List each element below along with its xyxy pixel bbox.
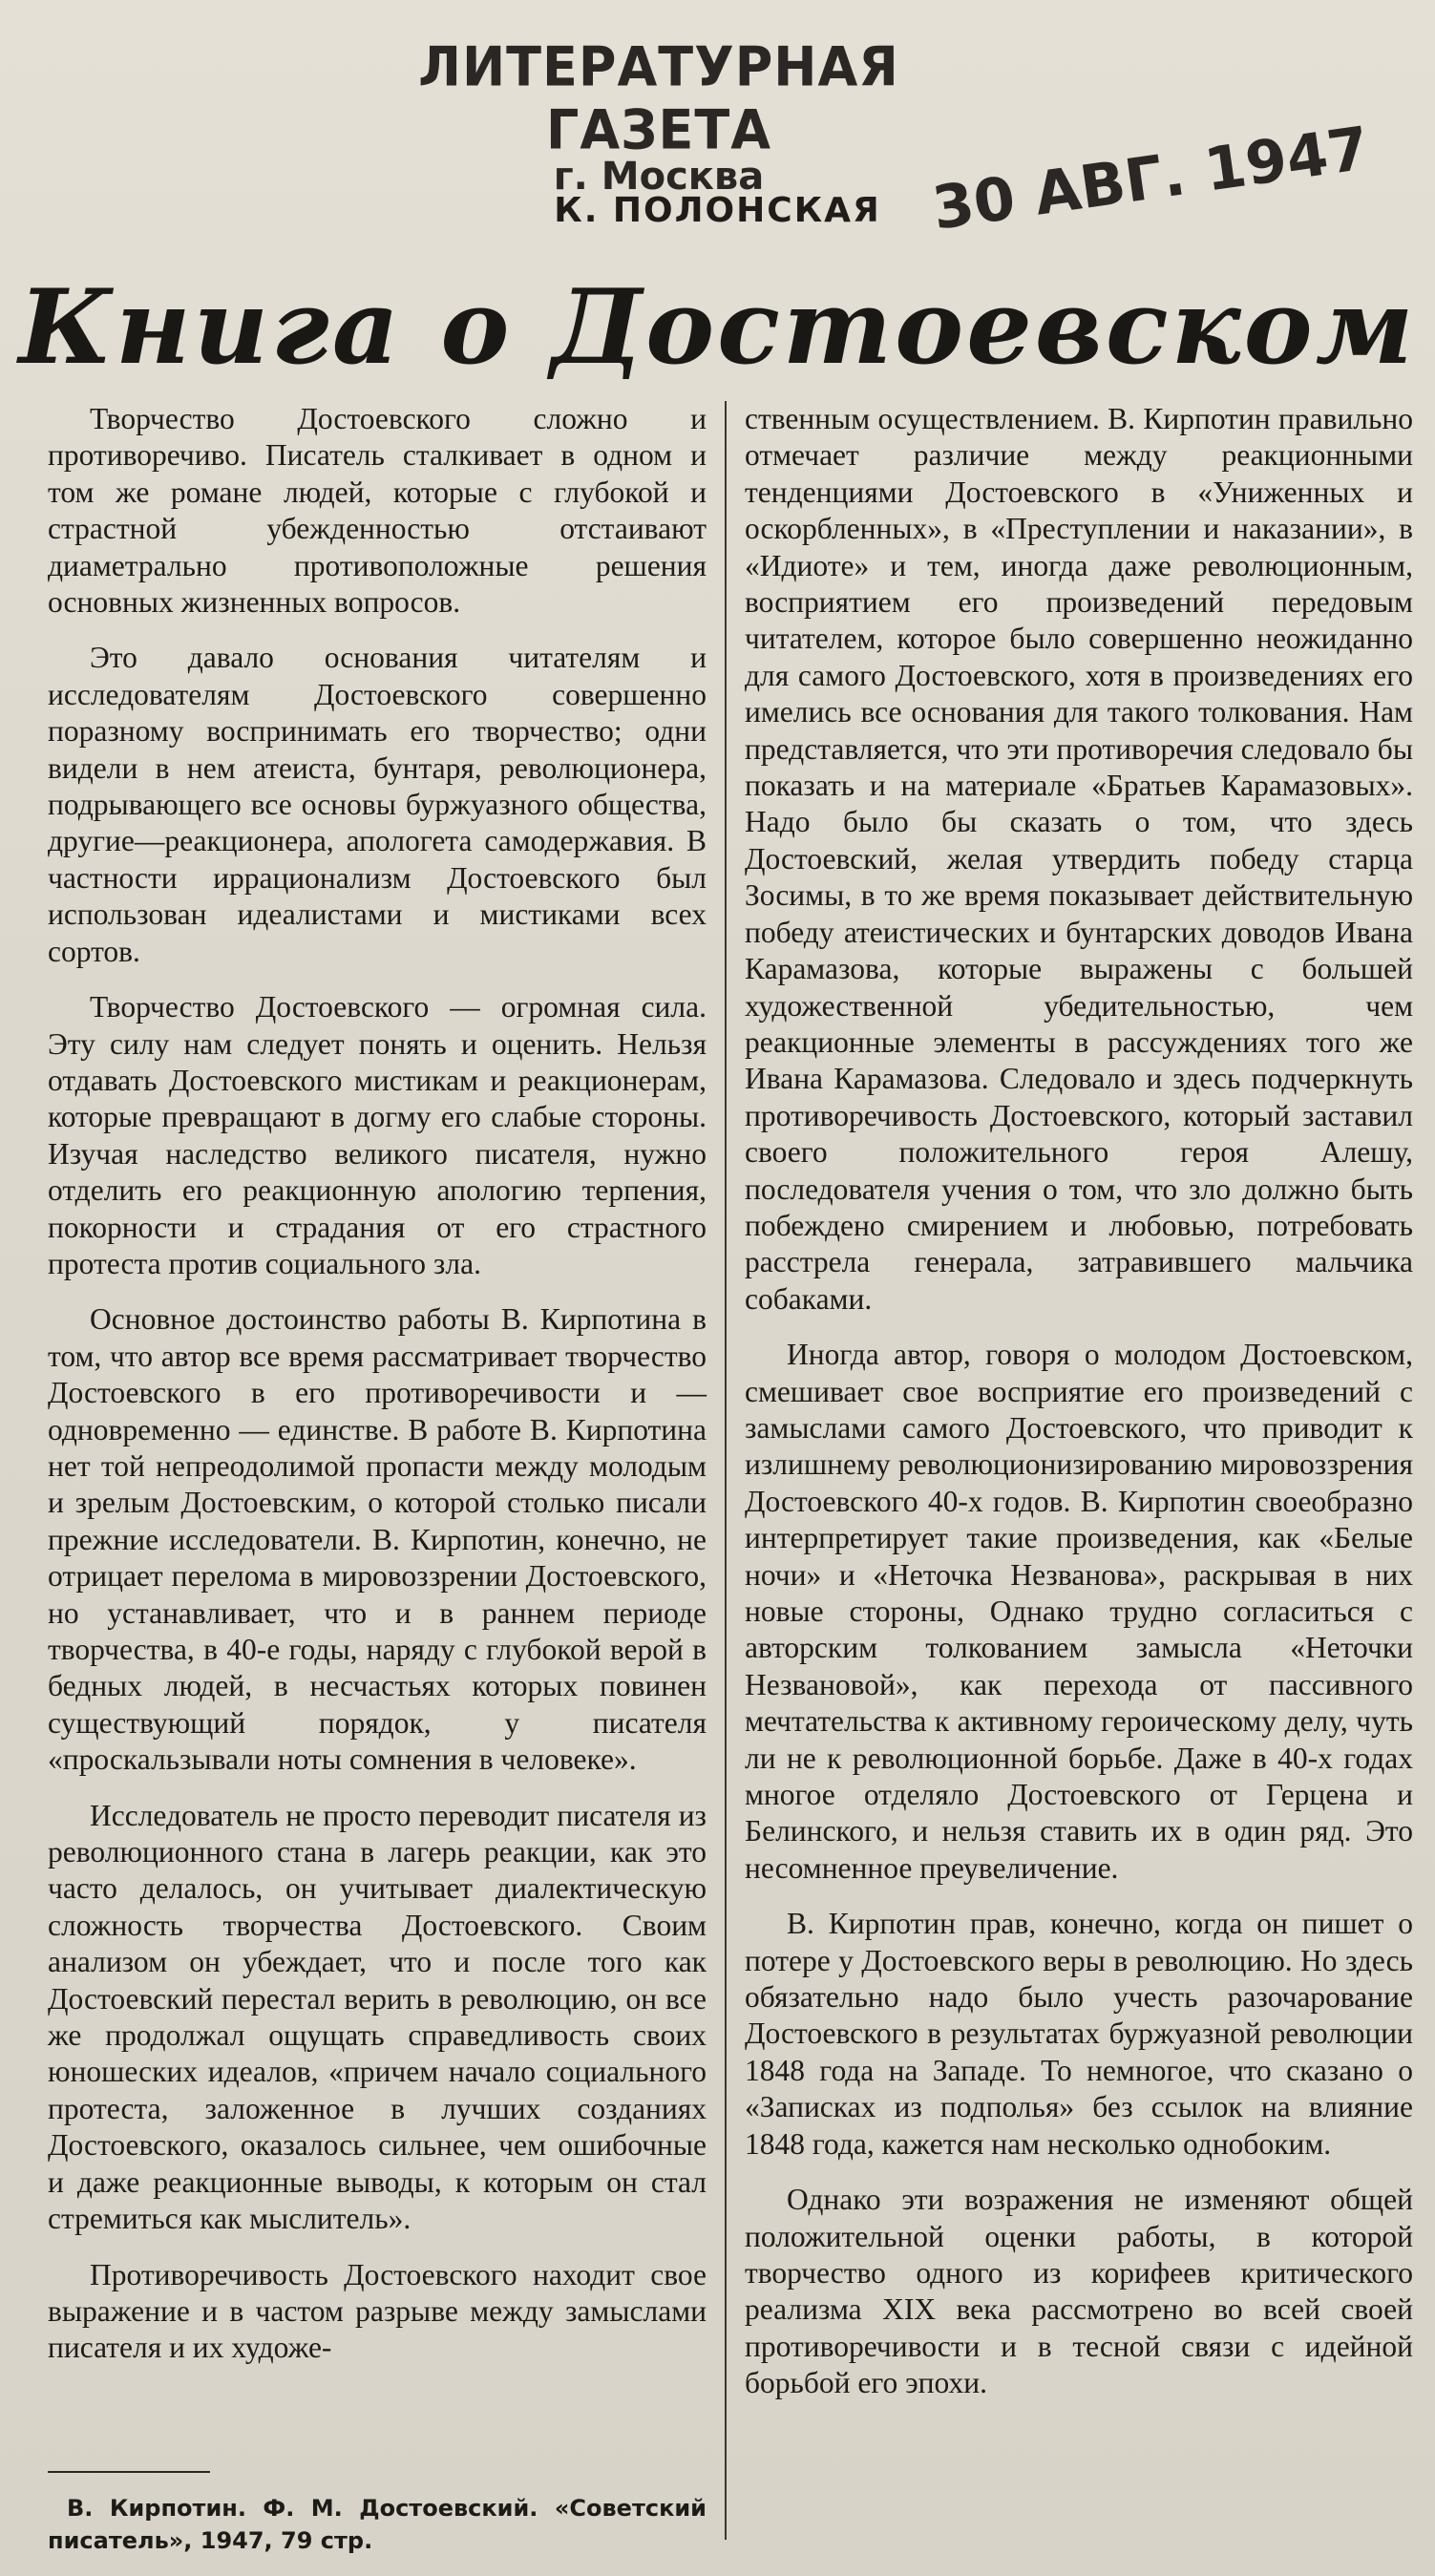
paragraph: Противоречивость Достоевского находит свое выражение и в частом разрыве между замыслами писателя и их художе-	[48, 2257, 707, 2365]
date-stamp: 30 АВГ. 1947	[928, 113, 1374, 243]
right-column	[745, 401, 1413, 2421]
paragraph: ственным осуществлением. В. Кирпотин правильно отмечает различие между реакционными тенденциями Достоевского в «Униженных и оскорбленных», в «Преступлении и наказании», в «Идиоте» и тем, иногда даже революционным, восприятием его произведений передовым читателем, которое было совершенно неожиданно для самого Достоевского, хотя в произведениях его имелись все основания для такого толкования. Нам представляется, что эти противоречия следовало бы показать и на материале «Братьев Карамазовых». Надо было бы сказать о том, что здесь Достоевский, желая утвердить победу старца Зосимы, в то же время показывает действительную победу атеистических и бунтарских доводов Ивана Карамазова, которые выражены с большей художественной убедительностью, чем реакционные элементы в рассуждениях того же Ивана Карамазова. Следовало и здесь подчеркнуть противоречивость Достоевского, который заставил своего положительного героя Алешу, последователя учения о том, что зло должно быть побеждено смирением и любовью, потребовать расстрела генерала, затравившего мальчика собаками.	[745, 402, 1413, 1316]
footnote: В. Кирпотин. Ф. М. Достоевский. «Советский писатель», 1947, 79 стр.	[48, 2495, 707, 2554]
paragraph: Однако эти возражения не изменяют общей положительной оценки работы, в которой творчество одного из корифеев критического реализма XIX века рассмотрено во всей своей противоречивости и в тесной связи с идейной борьбой его эпохи.	[745, 2183, 1413, 2400]
newspaper-stamp	[363, 34, 955, 199]
paragraph: Иногда автор, говоря о молодом Достоевском, смешивает свое восприятие его произведений с замыслами самого Достоевского, что приводит к излишнему революционизированию мировоззрения Достоевского 40-х годов. В. Кирпотин своеобразно интерпретирует такие произведения, как «Белые ночи» и «Неточка Незванова», раскрывая в них новые стороны, Однако трудно согласиться с авторским толкованием замысла «Неточки Незвановой», как перехода от пассивного мечтательства к активному героическому делу, чуть ли не к революционной борьбе. Даже в 40-х годах многое отделяло Достоевского от Герцена и Белинского, и нельзя ставить их в один ряд. Это несомненное преувеличение.	[745, 1338, 1413, 1885]
paragraph: Исследователь не просто переводит писателя из революционного стана в лагерь реакции, как это часто делалось, он учитывает диалектическую сложность творчества Достоевского. Своим анализом он убеждает, что и после того как Достоевский перестал верить в революцию, он все же продолжал ощущать справедливость своих юношеских идеалов, «причем начало социального протеста, заложенное в лучших созданиях Достоевского, оказалось сильнее, чем ошибочные и даже реакционные выводы, к которым он стал стремиться как мыслитель».	[48, 1798, 707, 2236]
article-title: Книга о Достоевском	[18, 267, 1417, 388]
footnote-rule	[48, 2471, 210, 2473]
paragraph: Это давало основания читателям и исследователям Достоевского совершенно поразному воспринимать его творчество; одни видели в нем атеиста, бунтаря, революционера, подрывающего все основы буржуазного общества, другие—реакционера, апологета самодержавия. В частности иррационализм Достоевского был использован идеалистами и мистиками всех сортов.	[48, 641, 707, 968]
paragraph: Творчество Достоевского — огромная сила. Эту силу нам следует понять и оценить. Нельзя отдавать Достоевского мистикам и реакционерам, которые превращают в догму его слабые стороны. Изучая наследство великого писателя, нужно отделить его реакционную апологию терпения, покорности и страдания от его страстного протеста против социального зла.	[48, 990, 707, 1280]
newspaper-name: ЛИТЕРАТУРНАЯ ГАЗЕТА	[418, 34, 899, 162]
column-divider	[725, 401, 727, 2540]
article-author: К. ПОЛОНСКАЯ	[554, 191, 881, 230]
newspaper-city: г. Москва	[553, 155, 765, 199]
paragraph: В. Кирпотин прав, конечно, когда он пишет о потере у Достоевского веры в революцию. Но здесь обязательно надо было учесть разочарование Достоевского в результатах буржуазной революции 1848 года на Западе. То немногое, что сказано о «Записках из подполья» без ссылок на влияние 1848 года, кажется нам несколько однобоким.	[745, 1907, 1413, 2161]
paragraph: Основное достоинство работы В. Кирпотина в том, что автор все время рассматривает творчество Достоевского в его противоречивости и — одновременно — единстве. В работе В. Кирпотина нет той непреодолимой пропасти между молодым и зрелым Достоевским, о которой столько писали прежние исследователи. В. Кирпотин, конечно, не отрицает перелома в мировоззрении Достоевского, но устанавливает, что и в раннем периоде творчества, в 40-е годы, наряду с глубокой верой в бедных людей, в несчастьях которых повинен существующий порядок, у писателя «проскальзывали ноты сомнения в человеке».	[48, 1302, 707, 1777]
paragraph: Творчество Достоевского сложно и противоречиво. Писатель сталкивает в одном и том же романе людей, которые с глубокой и страстной убежденностью отстаивают диаметрально противоположные решения основных жизненных вопросов.	[48, 402, 707, 620]
left-column	[48, 401, 707, 2386]
